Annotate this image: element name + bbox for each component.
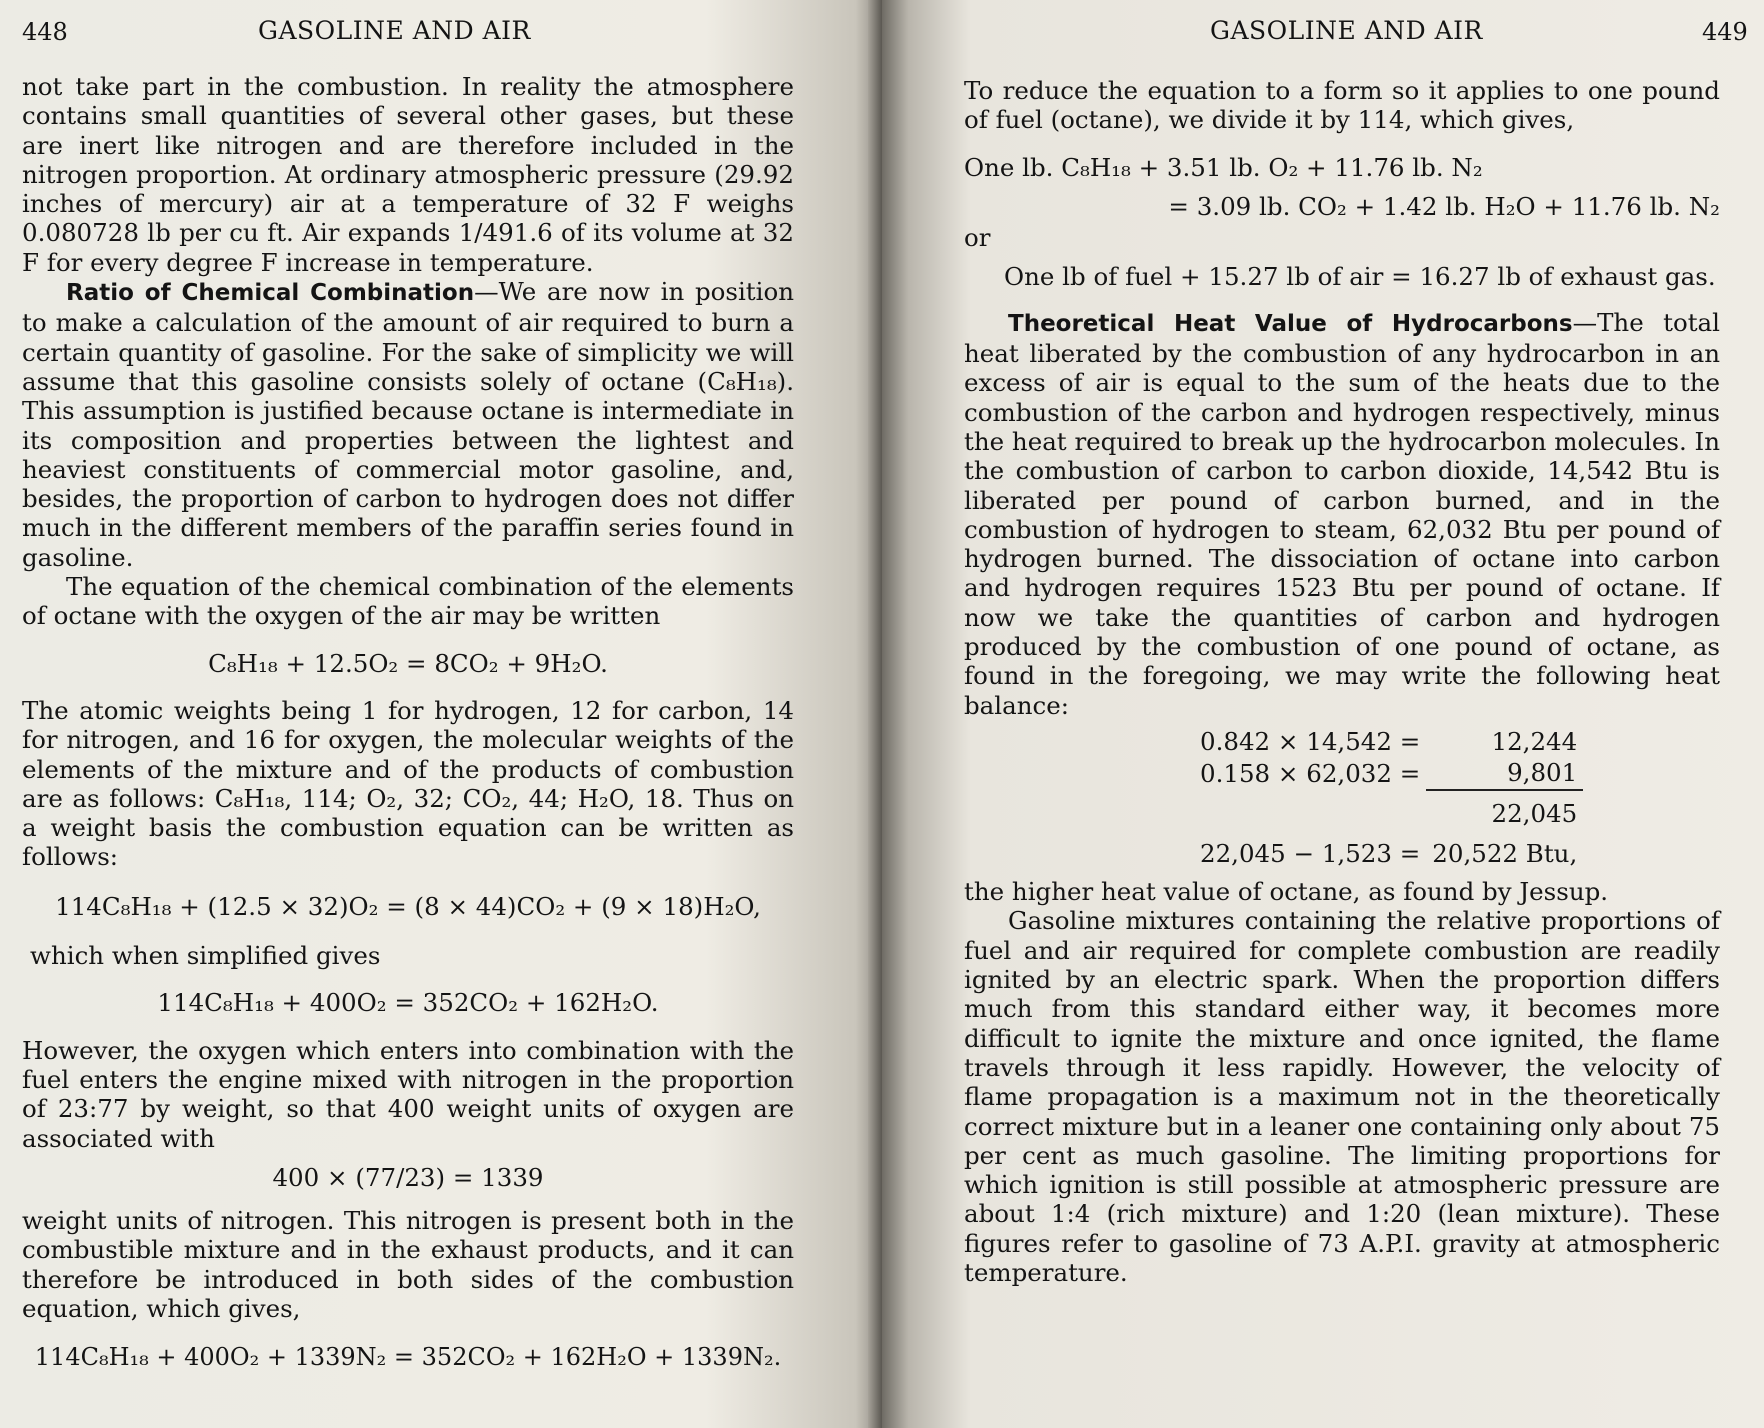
equation: C₈H₁₈ + 12.5O₂ = 8CO₂ + 9H₂O. <box>208 648 608 678</box>
equation: = 3.09 lb. CO₂ + 1.42 lb. H₂O + 11.76 lb. N₂ <box>1168 191 1720 221</box>
paragraph: which when simplified gives <box>30 941 381 971</box>
paragraph: not take part in the combustion. In reality the atmosphere contains small quantities of several other gases, but these are inert like nitrogen and are therefore included in the nitrogen proportion. At ordinary atmospheric pressure (29.92 inches of mercury) air at a temperature of 32 F weighs 0.080728 lb per cu ft. Air expands 1/491.6 of its volume at 32 F for every degree F increase in temperature. <box>22 72 794 277</box>
paragraph: To reduce the equation to a form so it applies to one pound of fuel (octane), we divide it by 114, which gives, <box>964 76 1720 135</box>
equation: One lb. C₈H₁₈ + 3.51 lb. O₂ + 11.76 lb. N₂ <box>964 152 1483 182</box>
left-page-number: 448 <box>22 18 68 46</box>
left-running-head: GASOLINE AND AIR <box>258 16 531 45</box>
table-row <box>1194 726 1583 757</box>
sum-cell: 22,045 <box>1426 790 1583 829</box>
equation: One lb of fuel + 15.27 lb of air = 16.27 lb of exhaust gas. <box>1004 262 1716 292</box>
right-page-number: 449 <box>1702 18 1748 46</box>
heat-balance-table <box>1194 726 1583 869</box>
section-heading: Theoretical Heat Value of Hydrocarbons <box>1008 310 1573 337</box>
table-cell: 22,045 − 1,523 = <box>1200 838 1421 868</box>
table-cell: 0.842 × 14,542 = <box>1200 726 1421 756</box>
paragraph: Gasoline mixtures containing the relative proportions of fuel and air required for complete combustion are readily ignited by an electric spark. When the proportion differs much from this standard either way, it becomes more difficult to ignite the mixture and once ignited, the flame travels through it less rapidly. However, the velocity of flame propagation is a maximum not in the theoretically correct mixture but in a leaner one containing only about 75 per cent as much gasoline. The limiting proportions for which ignition is still possible at atmospheric pressure are about 1:4 (rich mixture) and 1:20 (lean mixture). These figures refer to gasoline of 73 A.P.I. gravity at atmospheric temperature. <box>964 906 1720 1287</box>
paragraph: However, the oxygen which enters into combination with the fuel enters the engine mixed with nitrogen in the proportion of 23:77 by weight, so that 400 weight units of oxygen are associated with <box>22 1035 794 1153</box>
left-body <box>22 72 794 1393</box>
paragraph: weight units of nitrogen. This nitrogen is present both in the combustible mixture and in the exhaust products, and it can therefore be introduced in both sides of the combustion equation, which gives, <box>22 1206 794 1323</box>
equation: 114C₈H₁₈ + 400O₂ + 1339N₂ = 352CO₂ + 162H₂O + 1339N₂. <box>34 1343 782 1372</box>
paragraph-text: —We are now in position to make a calculation of the amount of air required to burn a certain quantity of gasoline. For the sake of simplicity we will assume that this gasoline consists solely of octane (C₈H₁₈). This assumption is justified because octane is intermediate in its composition and properties between the lightest and heaviest constituents of commercial motor gasoline, and, besides, the proportion of carbon to hydrogen does not differ much in the different members of the paraffin series found in gasoline. <box>22 277 794 572</box>
table-cell: 9,801 <box>1507 758 1578 788</box>
equation: 400 × (77/23) = 1339 <box>272 1162 544 1192</box>
equation: 114C₈H₁₈ + 400O₂ = 352CO₂ + 162H₂O. <box>157 988 659 1018</box>
paragraph <box>22 277 794 572</box>
right-body <box>964 76 1720 1287</box>
table-row <box>1194 757 1583 789</box>
paragraph: the higher heat value of octane, as found by Jessup. <box>964 877 1609 907</box>
connector-text: or <box>964 223 991 253</box>
table-cell: 20,522 Btu, <box>1432 838 1578 868</box>
paragraph <box>964 308 1720 720</box>
section-heading: Ratio of Chemical Combination <box>66 280 475 307</box>
paragraph-text: —The total heat liberated by the combustion of any hydrocarbon in an excess of air is equal to the sum of the heats due to the combustion of the carbon and hydrogen respectively, minus the heat required to break up the hydrocarbon molecules. In the combustion of carbon to carbon dioxide, 14,542 Btu is liberated per pound of carbon burned, and in the combustion of hydrogen to steam, 62,032 Btu per pound of hydrogen burned. The dissociation of octane into carbon and hydrogen requires 1523 Btu per pound of octane. If now we take the quantities of carbon and hydrogen produced by the combustion of one pound of octane, as found in the foregoing, we may write the following heat balance: <box>964 307 1721 720</box>
table-row <box>1194 790 1583 829</box>
table-cell: 0.158 × 62,032 = <box>1200 758 1421 788</box>
paragraph: The atomic weights being 1 for hydrogen, 12 for carbon, 14 for nitrogen, and 16 for oxygen, the molecular weights of the elements of the mixture and of the products of combustion are as follows: C₈H₁₈, 114; O₂, 32; CO₂, 44; H₂O, 18. Thus on a weight basis the combustion equation can be written as follows: <box>22 695 794 872</box>
table-cell: 12,244 <box>1491 726 1578 756</box>
right-page <box>882 0 1764 1428</box>
table-row <box>1194 829 1583 869</box>
equation: 114C₈H₁₈ + (12.5 × 32)O₂ = (8 × 44)CO₂ + (9 × 18)H₂O, <box>55 891 761 921</box>
paragraph: The equation of the chemical combination of the elements of octane with the oxygen of the air may be written <box>22 572 794 631</box>
right-running-head: GASOLINE AND AIR <box>1210 16 1483 45</box>
